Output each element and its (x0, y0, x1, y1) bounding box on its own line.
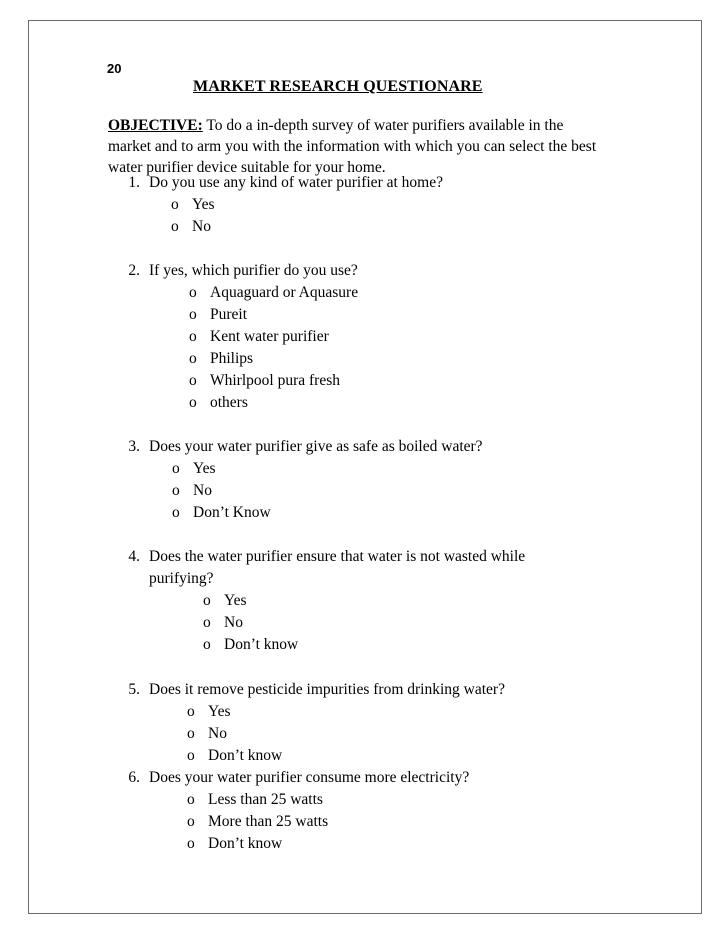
bullet-icon: o (187, 725, 195, 742)
bullet-icon: o (172, 504, 180, 521)
objective-label: OBJECTIVE: (108, 117, 203, 134)
bullet-icon: o (189, 350, 197, 367)
bullet-icon: o (203, 614, 211, 631)
option: o Philips (189, 350, 254, 367)
option: o Don’t know (187, 747, 283, 764)
option: o Whirlpool pura fresh (189, 372, 340, 389)
option: o Kent water purifier (189, 328, 329, 345)
bullet-icon: o (203, 592, 211, 609)
option: o Yes (171, 196, 215, 213)
bullet-icon: o (187, 835, 195, 852)
option: o Don’t know (203, 636, 299, 653)
question-number: 6. (128, 769, 140, 786)
objective-paragraph (108, 115, 608, 178)
question-text: Do you use any kind of water purifier at home? (149, 174, 443, 191)
question-text: Does it remove pesticide impurities from drinking water? (149, 681, 505, 698)
question-number: 3. (128, 438, 140, 455)
bullet-icon: o (189, 372, 197, 389)
question-number: 1. (128, 174, 140, 191)
bullet-icon: o (171, 196, 179, 213)
option: o Less than 25 watts (187, 791, 323, 808)
bullet-icon: o (203, 636, 211, 653)
question-text: Does your water purifier consume more electricity? (149, 769, 470, 786)
option: o Don’t Know (172, 504, 271, 521)
bullet-icon: o (172, 460, 180, 477)
option: o No (171, 218, 211, 235)
page-title: MARKET RESEARCH QUESTIONARE (193, 78, 483, 95)
page-number: 20 (107, 61, 122, 76)
bullet-icon: o (172, 482, 180, 499)
question-text: If yes, which purifier do you use? (149, 262, 358, 279)
option: o Yes (203, 592, 247, 609)
objective-text: To do a in-depth survey of water purifiers available in the market and to arm you with the information with which you can select the best water purifier device suitable for your home. (108, 117, 597, 176)
option: o Don’t know (187, 835, 283, 852)
bullet-icon: o (189, 284, 197, 301)
option: o others (189, 394, 248, 411)
bullet-icon: o (189, 328, 197, 345)
question-text-continued: purifying? (149, 570, 214, 587)
option: o No (172, 482, 212, 499)
bullet-icon: o (189, 394, 197, 411)
bullet-icon: o (171, 218, 179, 235)
option: o Aquaguard or Aquasure (189, 284, 359, 301)
option: o More than 25 watts (187, 813, 329, 830)
question-number: 4. (128, 548, 140, 565)
question-text: Does the water purifier ensure that water is not wasted while (149, 548, 526, 565)
option: o No (203, 614, 243, 631)
question-number: 5. (128, 681, 140, 698)
option: o Yes (172, 460, 216, 477)
bullet-icon: o (187, 747, 195, 764)
bullet-icon: o (187, 703, 195, 720)
question-text: Does your water purifier give as safe as boiled water? (149, 438, 483, 455)
question-number: 2. (128, 262, 140, 279)
option: o No (187, 725, 227, 742)
option: o Yes (187, 703, 231, 720)
option: o Pureit (189, 306, 248, 323)
bullet-icon: o (187, 813, 195, 830)
bullet-icon: o (189, 306, 197, 323)
bullet-icon: o (187, 791, 195, 808)
